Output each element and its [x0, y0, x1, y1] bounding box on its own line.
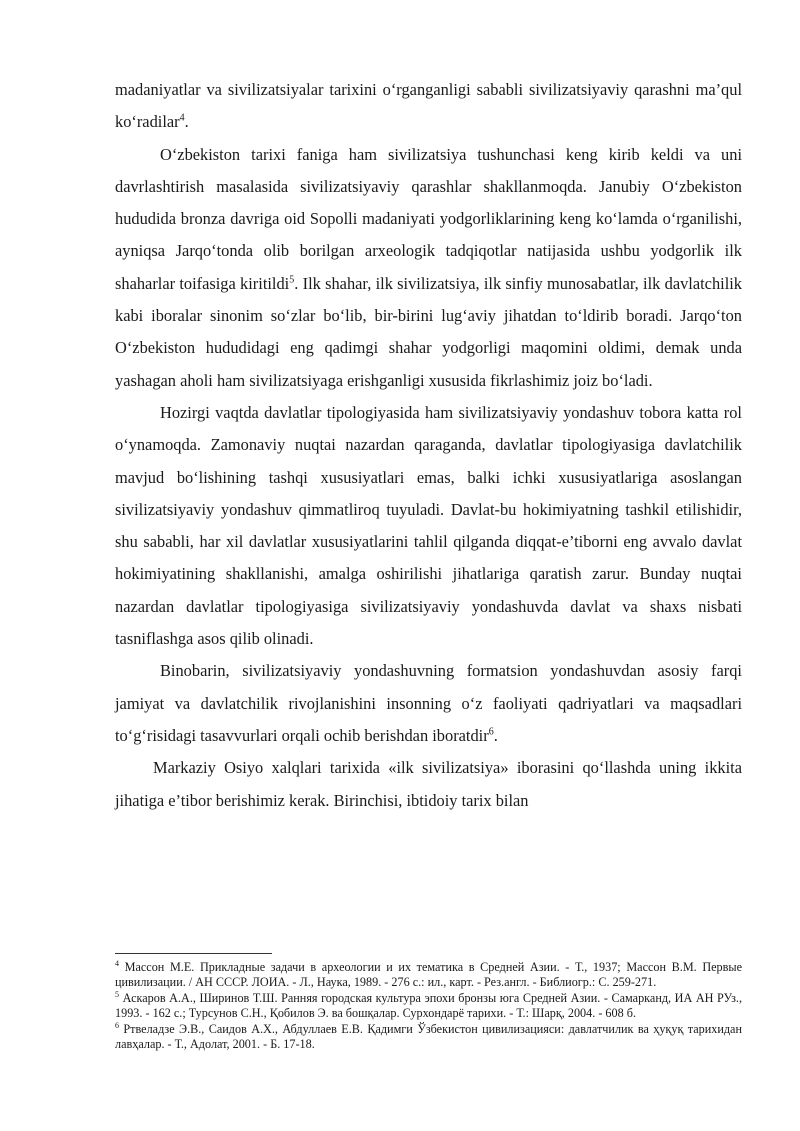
footnote-number: 4: [115, 958, 119, 968]
paragraph-2: [115, 139, 742, 397]
paragraph-text: madaniyatlar va sivilizatsiyalar tarixini o‘rganganligi sababli sivilizatsiyaviy qarashni ma’qul ko‘radilar: [115, 80, 742, 132]
paragraph-3: [115, 397, 742, 655]
paragraph-text: O‘zbekiston tarixi faniga ham sivilizatsiya tushunchasi keng kirib keldi va uni davrlashtirish masalasida sivilizatsiyaviy qarashlar shakllanmoqda. Janubiy O‘zbekiston hududida bronza davriga oid Sopolli madaniyati yodgorliklarining keng ko‘lamda o‘rganilishi, ayniqsa Jarqo‘tonda olib borilgan arxeologik tadqiqotlar natijasida ushbu yodgorlik ilk shaharlar toifasiga kiritildi: [115, 144, 742, 293]
footnote-5: [115, 991, 742, 1022]
footnote-number: 5: [115, 989, 119, 999]
footnote-text: Массон М.Е. Прикладные задачи в археологии и их тематика в Средней Азии. - Т., 1937; Массон В.М. Первые цивилизации. / АН СССР. ЛОИА. - Л., Наука, 1989. - 276 с.: ил., карт. - Рез.англ. - Библиогр.: С. 259-271.: [115, 960, 742, 990]
paragraph-4: [115, 655, 742, 752]
paragraph-text: Markaziy Osiyo xalqlari tarixida «ilk sivilizatsiya» iborasini qo‘llashda uning ikkita jihatiga e’tibor berishimiz kerak. Birinchisi, ibtidoiy tarix bilan: [115, 758, 742, 810]
footnote-text: Ртвеладзе Э.В., Саидов А.Х., Абдуллаев Е.В. Қадимги Ўзбекистон цивилизацияси: давлатчилик ва ҳуқуқ тарихидан лавҳалар. - Т., Адолат, 2001. - Б. 17-18.: [115, 1021, 742, 1052]
paragraph-1: [115, 74, 742, 139]
footnote-ref-4[interactable]: 4: [179, 112, 185, 124]
footnote-4: [115, 960, 742, 991]
footnote-number: 6: [115, 1020, 119, 1030]
paragraph-tail: .: [184, 112, 189, 132]
footnotes: [115, 960, 742, 1052]
paragraph-tail: .: [493, 725, 498, 745]
paragraph-5: [115, 752, 742, 817]
footnote-text: Аскаров А.А., Ширинов Т.Ш. Ранняя городская культура эпохи бронзы юга Средней Азии. - Самарканд, ИА АН РУз., 1993. - 162 с.; Турсунов С.Н., Қобилов Э. ва бошқалар. Сурхондарё тарихи. - Т.: Шарқ, 2004. - 608 б.: [115, 990, 742, 1021]
body-text: [115, 74, 742, 817]
paragraph-text: Binobarin, sivilizatsiyaviy yondashuvning formatsion yondashuvdan asosiy farqi jamiyat va davlatchilik rivojlanishini insonning o‘z faoliyati qadriyatlari va maqsadlari to‘g‘risidagi tasavvurlari orqali ochib berishdan iboratdir: [115, 661, 742, 745]
footnote-ref-5[interactable]: 5: [289, 274, 295, 286]
paragraph-text: Hozirgi vaqtda davlatlar tipologiyasida ham sivilizatsiyaviy yondashuv tobora katta rol o‘ynamoqda. Zamonaviy nuqtai nazardan qaraganda, davlatlar tipologiyasiga davlatchilik mavjud bo‘lishining tashqi xususiyatlari emas, balki ichki xususiyatlariga asoslangan sivilizatsiyaviy yondashuv qimmatliroq tuyuladi. Davlat-bu hokimiyatning tashkil etilishidir, shu sababli, har xil davlatlar xususiyatlarini tahlil qilganda diqqat-e’tiborni eng avvalo davlat hokimiyatining shakllanishi, amalga oshirilishi jihatlariga qaratish zarur. Bunday nuqtai nazardan davlatlar tipologiyasiga sivilizatsiyaviy yondashuvda davlat va shaxs nisbati tasniflashga asos qilib olinadi.: [115, 402, 742, 649]
footnote-separator: [115, 953, 272, 954]
footnote-ref-6[interactable]: 6: [488, 726, 494, 738]
footnote-6: [115, 1022, 742, 1053]
paragraph-tail: . Ilk shahar, ilk sivilizatsiya, ilk sinfiy munosabatlar, ilk davlatchilik kabi iboralar sinonim so‘zlar bo‘lib, bir-birini lug‘aviy jihatdan to‘ldirib boradi. Jarqo‘ton O‘zbekiston hududidagi eng qadimgi shahar yodgorligi maqomini oldimi, demak unda yashagan aholi ham sivilizatsiyaga erishganligi xususida fikrlashimiz joiz bo‘ladi.: [115, 273, 743, 390]
